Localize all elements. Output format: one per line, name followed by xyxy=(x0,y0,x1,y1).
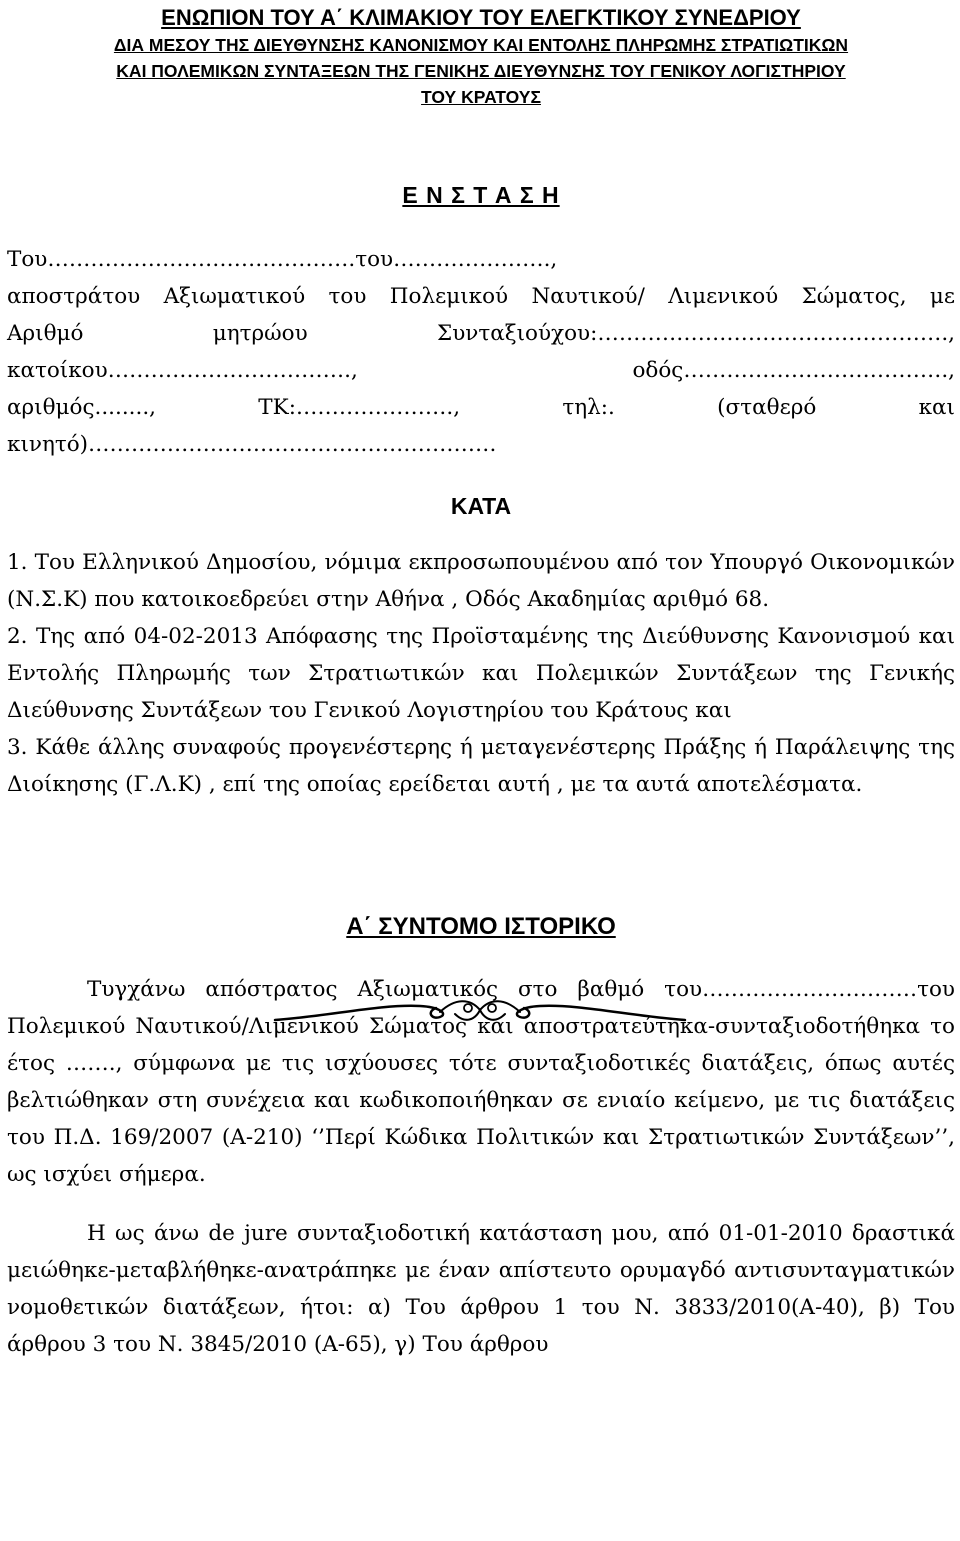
against-label: ΚΑΤΑ xyxy=(450,493,512,519)
header-directorate-line3: ΤΟΥ ΚΡΑΤΟΥΣ xyxy=(421,87,541,107)
respondent-3: 3. Κάθε άλλης συναφούς προγενέστερης ή μεταγενέστερης Πράξης ή Παράλειψης της Διοίκησης (Γ.Λ.Κ) , επί της οποίας ερείδεται αυτή , με τα αυτά αποτελέσματα. xyxy=(7,735,955,797)
claimant-line-2: αποστράτου Αξιωματικού του Πολεμικού Ναυτικού/ Λιμενικού Σώματος, με xyxy=(7,284,955,309)
respondent-1: 1. Του Ελληνικού Δημοσίου, νόμιμα εκπροσωπουμένου από τον Υπουργό Οικονομικών (Ν.Σ.Κ) που κατοικοεδρεύει στην Αθήνα , Οδός Ακαδημίας αριθμό 68. xyxy=(7,550,955,612)
claimant-block xyxy=(7,241,955,463)
header-directorate-line1: ΔΙΑ ΜΕΣΟΥ ΤΗΣ ΔΙΕΥΘΥΝΣΗΣ ΚΑΝΟΝΙΣΜΟΥ ΚΑΙ ΕΝΤΟΛΗΣ ΠΛΗΡΩΜΗΣ ΣΤΡΑΤΙΩΤΙΚΩΝ xyxy=(113,35,849,55)
respondent-2: 2. Της από 04-02-2013 Απόφασης της Προϊσταμένης της Διεύθυνσης Κανονισμού και Εντολής Πληρωμής των Στρατιωτικών και Πολεμικών Συντάξεων της Γενικής Διεύθυνσης Συντάξεων του Γενικού Λογιστηρίου του Κράτους και xyxy=(7,624,955,723)
flourish-divider-icon xyxy=(270,990,690,1030)
claimant-line-4: κατοίκου……………………………., οδός………………………………., xyxy=(7,358,955,383)
section-a-paragraph-2: Η ως άνω de jure συνταξιοδοτική κατάσταση μου, από 01-01-2010 δραστικά μειώθηκε-μεταβλήθηκε-ανατράπηκε με έναν απίστευτο ορυμαγδό αντισυνταγματικών νομοθετικών διατάξεων, ήτοι: α) Του άρθρου 1 του Ν. 3833/2010(Α-40), β) Του άρθρου 3 του Ν. 3845/2010 (Α-65), γ) Του άρθρου xyxy=(7,1221,955,1357)
section-a-title: Α΄ ΣΥΝΤΟΜΟ ΙΣΤΟΡΙΚΟ xyxy=(346,913,616,940)
claimant-line-5: αριθμός........, ΤΚ:…………………., τηλ:. (σταθερό και xyxy=(7,395,955,420)
claimant-line-3: Αριθμό μητρώου Συνταξιούχου:…………………………………………., xyxy=(7,321,955,346)
document-page xyxy=(7,0,955,1363)
header-directorate-line2: ΚΑΙ ΠΟΛΕΜΙΚΩΝ ΣΥΝΤΑΞΕΩΝ ΤΗΣ ΓΕΝΙΚΗΣ ΔΙΕΥΘΥΝΣΗΣ ΤΟΥ ΓΕΝΙΚΟΥ ΛΟΓΙΣΤΗΡΙΟΥ xyxy=(116,61,846,81)
document-title: Ε Ν Σ Τ Α Σ Η xyxy=(402,182,560,208)
section-a-paragraph-1: Τυγχάνω απόστρατος Αξιωματικός στο βαθμό του…………………………του Πολεμικού Ναυτικού/Λιμενικού Σώματος και αποστρατεύτηκα-συνταξιοδοτήθηκα το έτος ……., σύμφωνα με τις ισχύουσες τότε συνταξιοδοτικές διατάξεις, όπως αυτές βελτιώθηκαν στη συνέχεια και κωδικοποιήθηκαν σε ενιαίο κείμενο, με τις διατάξεις του Π.Δ. 169/2007 (Α-210) ‘’Περί Κώδικα Πολιτικών και Στρατιωτικών Συντάξεων’’, ως ισχύει σήμερα. xyxy=(7,977,955,1187)
claimant-line-6: κινητό)………………………………………………… xyxy=(7,432,497,457)
header-court: ΕΝΩΠΙΟΝ ΤΟΥ Α΄ ΚΛΙΜΑΚΙΟΥ ΤΟΥ ΕΛΕΓΚΤΙΚΟΥ ΣΥΝΕΔΡΙΟΥ xyxy=(161,5,801,30)
claimant-line-1: Του…………………………………….του…………………., xyxy=(7,247,558,272)
respondents-list xyxy=(7,544,955,803)
